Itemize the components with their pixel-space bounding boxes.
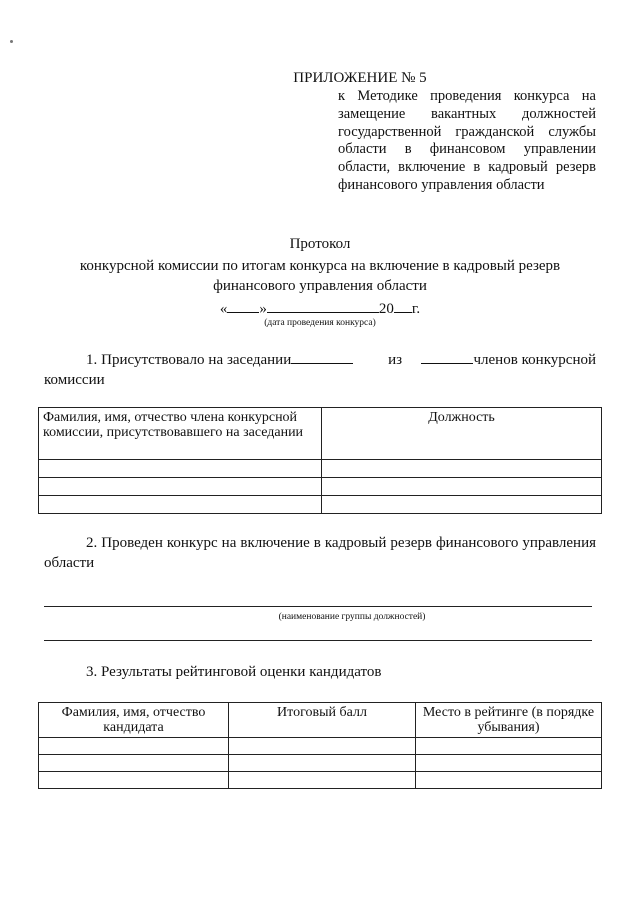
table-cell[interactable] [39, 738, 229, 755]
table-header-cell: Фамилия, имя, отчество кандидата [39, 703, 229, 738]
table-row [39, 478, 602, 496]
table-header-cell: Итоговый балл [229, 703, 416, 738]
position-group-line-2[interactable] [44, 640, 592, 641]
table-cell[interactable] [229, 755, 416, 772]
section1-text [44, 349, 596, 390]
section3-title: 3. Результаты рейтинговой оценки кандидатов [86, 664, 382, 680]
protocol-date-line [0, 298, 640, 318]
date-day-blank[interactable] [227, 298, 259, 313]
protocol-subtitle-line2: финансового управления области [213, 278, 427, 294]
table-cell[interactable] [39, 478, 322, 496]
table-row [39, 755, 602, 772]
present-count-blank[interactable] [291, 349, 353, 364]
date-month-blank[interactable] [267, 298, 379, 313]
rating-table [38, 702, 602, 789]
table-header-row [39, 703, 602, 738]
commission-members-table [38, 407, 602, 514]
section1-text-start: 1. Присутствовало на заседании [86, 352, 292, 368]
date-caption: (дата проведения конкурса) [264, 318, 376, 328]
table-cell[interactable] [416, 755, 602, 772]
table-header-cell: Место в рейтинге (в порядке убывания) [416, 703, 602, 738]
date-year-prefix: 20 [378, 301, 394, 317]
date-year-suffix: г. [411, 301, 421, 317]
date-close-quote: » [259, 301, 267, 317]
table-header-row [39, 408, 602, 460]
position-group-line[interactable] [44, 606, 592, 607]
section2-text: 2. Проведен конкурс на включение в кадровый резерв финансового управления области [44, 535, 596, 571]
table-header-cell: Фамилия, имя, отчество члена конкурсной комиссии, присутствовавшего на заседании [39, 408, 322, 460]
table-row [39, 772, 602, 789]
table-cell[interactable] [39, 772, 229, 789]
table-cell[interactable] [322, 496, 602, 514]
table-cell[interactable] [39, 496, 322, 514]
table-cell[interactable] [229, 738, 416, 755]
table-cell[interactable] [39, 460, 322, 478]
protocol-title: Протокол [289, 236, 351, 252]
scan-dot [10, 40, 13, 43]
date-open-quote: « [219, 301, 228, 317]
position-group-caption: (наименование группы должностей) [278, 612, 426, 622]
table-cell[interactable] [322, 478, 602, 496]
total-count-blank[interactable] [421, 349, 473, 364]
appendix-title: ПРИЛОЖЕНИЕ № 5 [293, 70, 427, 86]
table-row [39, 496, 602, 514]
protocol-subtitle-line1: конкурсной комиссии по итогам конкурса на включение в кадровый резерв [79, 258, 561, 274]
date-year-blank[interactable] [394, 298, 412, 313]
section1-text-middle: из [388, 352, 403, 368]
table-cell[interactable] [229, 772, 416, 789]
table-cell[interactable] [322, 460, 602, 478]
table-row [39, 738, 602, 755]
appendix-text: к Методике проведения конкурса на замещение вакантных должностей государственной гражданской службы области в финансовом управлении области, включение в кадровый резерв финансового управления области [338, 88, 596, 193]
table-cell[interactable] [416, 772, 602, 789]
table-header-cell: Должность [322, 408, 602, 460]
table-cell[interactable] [39, 755, 229, 772]
table-row [39, 460, 602, 478]
section1-text-end: членов конкурсной комиссии [44, 352, 596, 388]
table-cell[interactable] [416, 738, 602, 755]
